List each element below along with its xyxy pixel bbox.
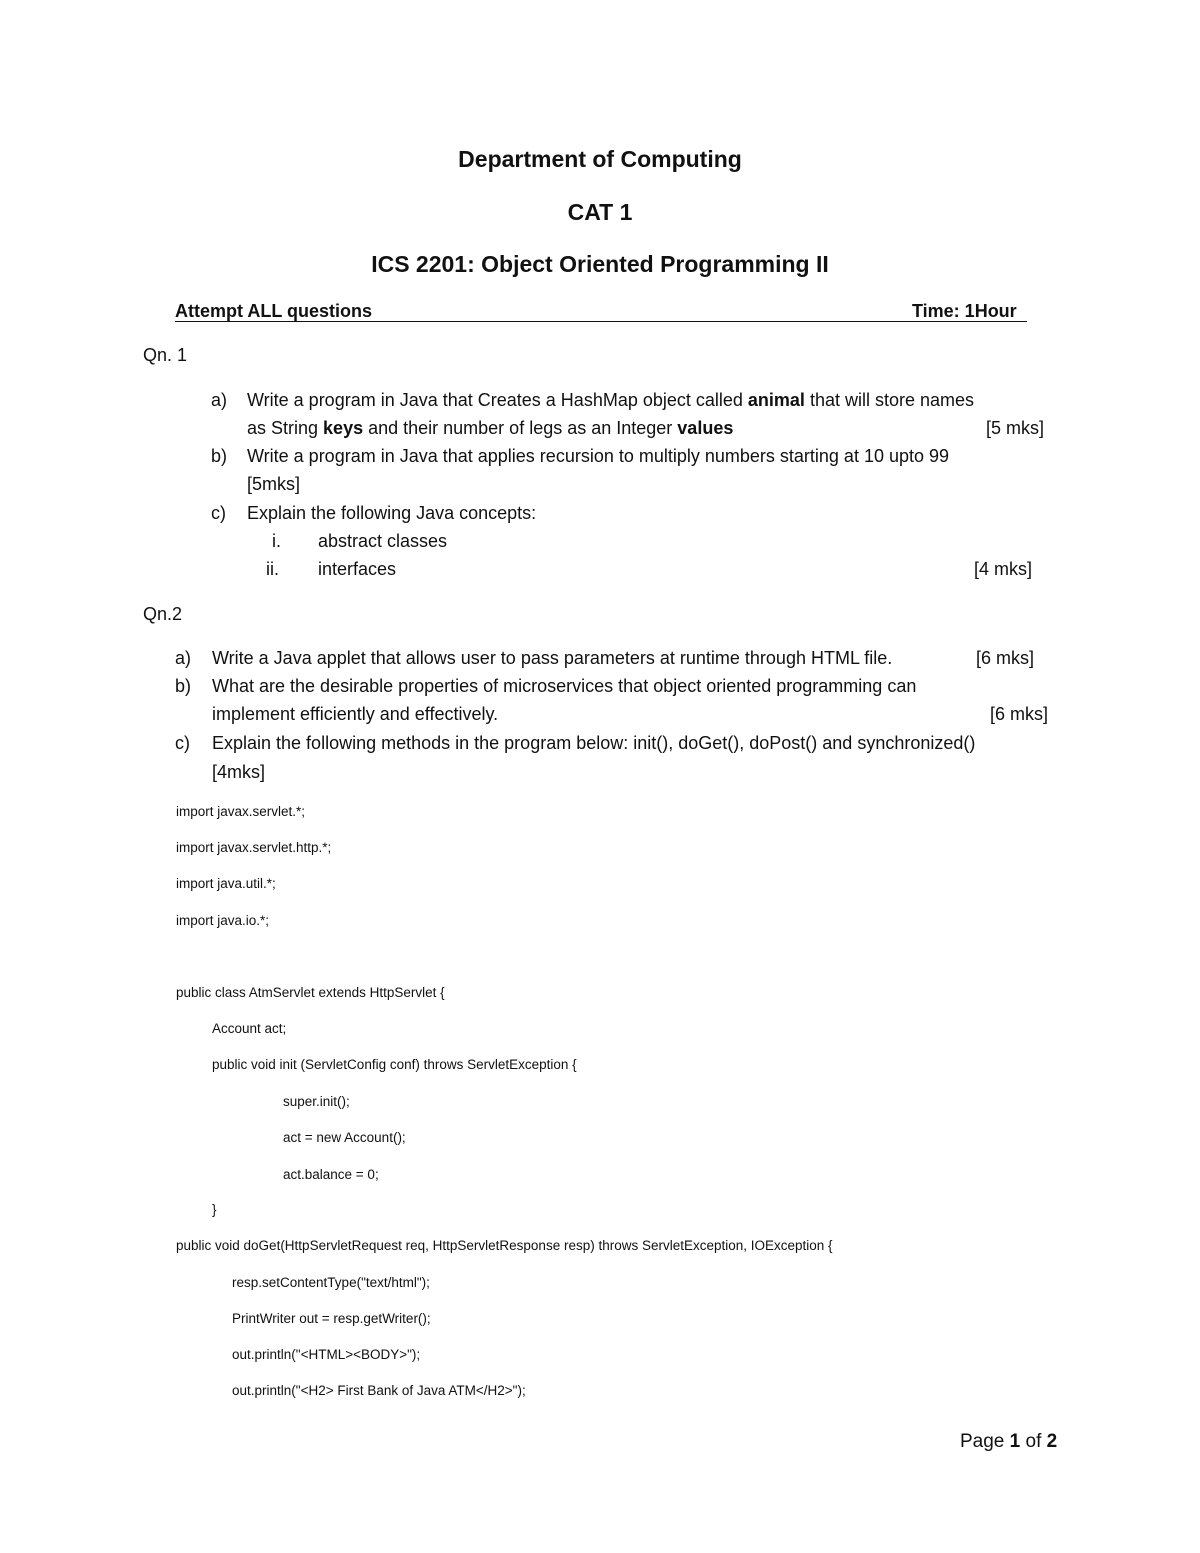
code-line: import javax.servlet.http.*; <box>176 840 332 855</box>
department-title: Department of Computing <box>458 146 742 172</box>
code-line: import javax.servlet.*; <box>176 804 306 819</box>
header-underline <box>175 321 1027 322</box>
code-line: PrintWriter out = resp.getWriter(); <box>232 1311 431 1326</box>
q2b-line2: implement efficiently and effectively. <box>212 704 499 724</box>
code-line: resp.setContentType("text/html"); <box>232 1275 430 1290</box>
code-line: super.init(); <box>283 1094 350 1109</box>
page-number: Page 1 of 2 <box>960 1431 1058 1452</box>
q2c-label: c) <box>175 733 190 753</box>
q1c-marks: [4 mks] <box>974 559 1033 579</box>
q2c-marks: [4mks] <box>212 762 266 782</box>
q1c-text: Explain the following Java concepts: <box>247 503 537 523</box>
code-line: out.println("<H2> First Bank of Java ATM</H2>"); <box>232 1383 526 1398</box>
code-line: } <box>212 1202 217 1217</box>
q1a-label: a) <box>211 390 228 410</box>
q2a-marks: [6 mks] <box>976 648 1035 668</box>
q1-title: Qn. 1 <box>143 345 188 365</box>
q1c-item-ii-text: interfaces <box>318 559 397 579</box>
q1a-line1: Write a program in Java that Creates a HashMap object called animal that will store names <box>247 390 975 410</box>
code-line: Account act; <box>212 1021 287 1036</box>
q2b-line1: What are the desirable properties of microservices that object oriented programming can <box>212 676 917 696</box>
time-allowed: Time: 1Hour <box>912 301 1017 321</box>
exam-title: CAT 1 <box>567 199 633 225</box>
q1a-line2: as String keys and their number of legs as an Integer values <box>247 418 734 438</box>
q1b-line1: Write a program in Java that applies recursion to multiply numbers starting at 10 upto 99 <box>247 446 950 466</box>
code-line: out.println("<HTML><BODY>"); <box>232 1347 421 1362</box>
code-line: import java.io.*; <box>176 913 270 928</box>
code-line: act = new Account(); <box>283 1130 406 1145</box>
code-line: public void init (ServletConfig conf) throws ServletException { <box>212 1057 577 1072</box>
q2b-marks: [6 mks] <box>990 704 1049 724</box>
q1c-item-ii-label: ii. <box>266 559 279 579</box>
code-line: act.balance = 0; <box>283 1167 379 1182</box>
course-title: ICS 2201: Object Oriented Programming II <box>371 251 829 277</box>
code-line: public class AtmServlet extends HttpServlet { <box>176 985 445 1000</box>
q2b-label: b) <box>175 676 192 696</box>
q1c-item-i-label: i. <box>272 531 281 551</box>
q2a-label: a) <box>175 648 192 668</box>
instructions: Attempt ALL questions <box>175 301 372 321</box>
q2-title: Qn.2 <box>143 604 183 624</box>
q1b-marks: [5mks] <box>247 474 301 494</box>
q2c-line1: Explain the following methods in the program below: init(), doGet(), doPost() and synchronized() <box>212 733 976 753</box>
code-line: import java.util.*; <box>176 876 276 891</box>
q1a-marks: [5 mks] <box>986 418 1045 438</box>
q1c-label: c) <box>211 503 226 523</box>
q1b-label: b) <box>211 446 228 466</box>
q2a-text: Write a Java applet that allows user to pass parameters at runtime through HTML file. <box>212 648 893 668</box>
code-line: public void doGet(HttpServletRequest req, HttpServletResponse resp) throws ServletException, IOException { <box>176 1238 833 1253</box>
q1c-item-i-text: abstract classes <box>318 531 448 551</box>
